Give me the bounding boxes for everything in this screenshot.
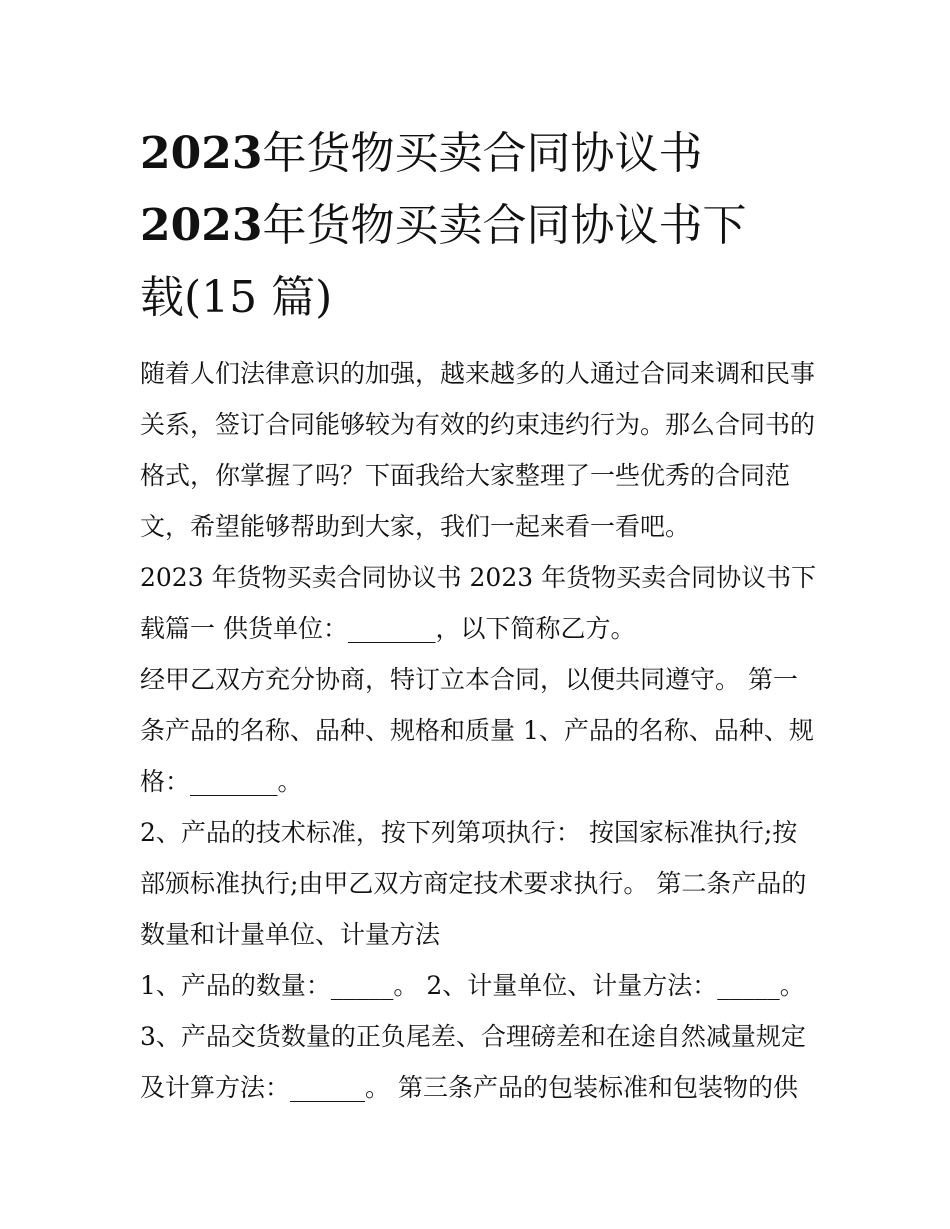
title-text: 年货物买卖合同协议书下 bbox=[262, 200, 747, 251]
paragraph-technical-standard: 2、产品的技术标准，按下列第项执行： 按国家标准执行;按部颁标准执行;由甲乙双方商定技术要求执行。 第二条产品的数量和计量单位、计量方法 bbox=[140, 818, 807, 949]
paragraph-quantity: 1、产品的数量：_____。 2、计量单位、计量方法：_____。 bbox=[140, 971, 805, 1000]
paragraph-heading: 2023 年货物买卖合同协议书 2023 年货物买卖合同协议书下载篇一 供货单位：_______，以下简称乙方。 bbox=[140, 563, 817, 643]
document-content bbox=[140, 118, 820, 1113]
title-text: 年货物买卖合同协议书 bbox=[262, 128, 703, 179]
title-year: 2023 bbox=[140, 128, 263, 179]
title-line-3 bbox=[140, 272, 332, 323]
title-line-2 bbox=[140, 200, 746, 251]
paragraph-tolerance: 3、产品交货数量的正负尾差、合理磅差和在途自然减量规定及计算方法：______。 第三条产品的包装标准和包装物的供 bbox=[140, 1022, 806, 1102]
title-text: 载(15 篇) bbox=[140, 272, 333, 323]
paragraph-article-1: 经甲乙双方充分协商，特订立本合同，以便共同遵守。 第一条产品的名称、品种、规格和质量 1、产品的名称、品种、规格：_______。 bbox=[140, 665, 814, 796]
title-line-1 bbox=[140, 128, 702, 179]
paragraph-intro: 随着人们法律意识的加强，越来越多的人通过合同来调和民事关系，签订合同能够较为有效的约束违约行为。那么合同书的格式，你掌握了吗？下面我给大家整理了一些优秀的合同范文，希望能够帮助到大家，我们一起来看一看吧。 bbox=[140, 359, 816, 541]
title-year: 2023 bbox=[140, 200, 263, 251]
document-title bbox=[140, 118, 820, 334]
